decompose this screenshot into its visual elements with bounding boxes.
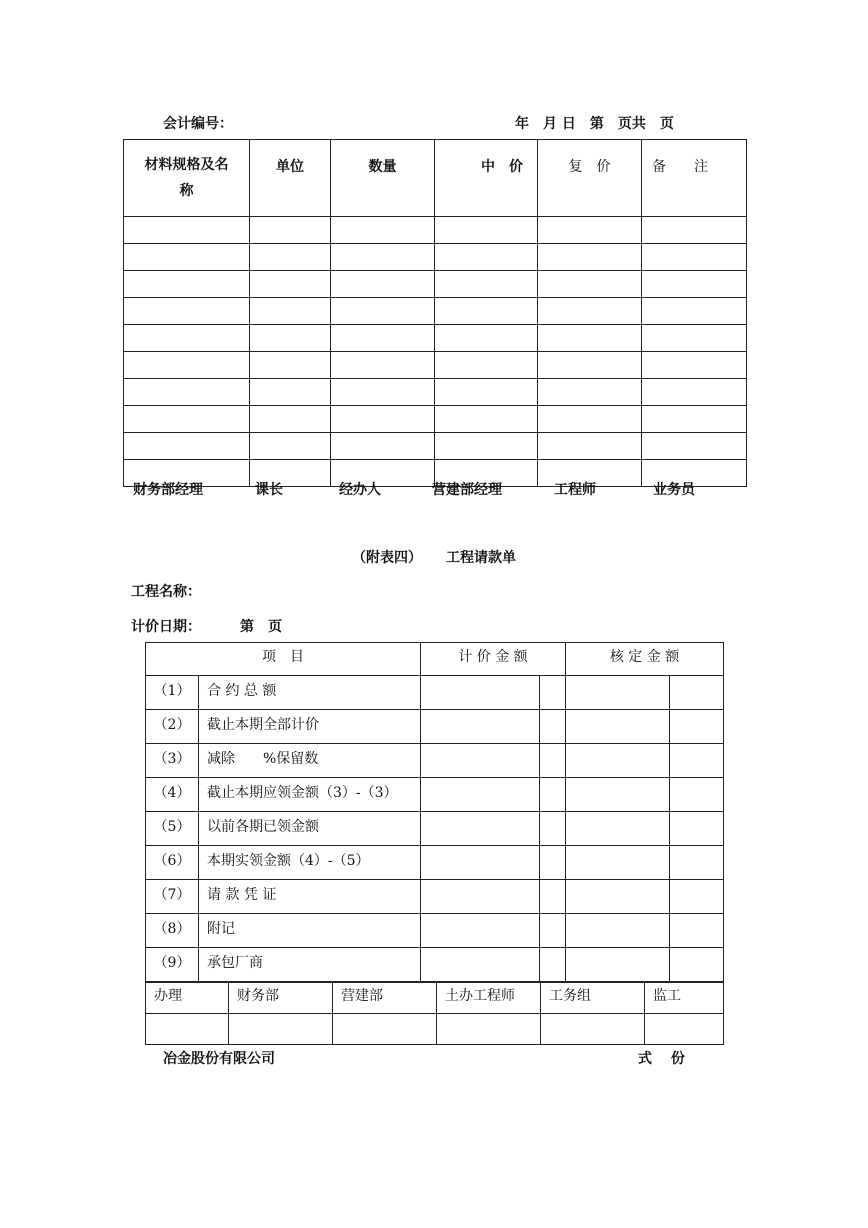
item-number: （3） [146,744,199,778]
header-works-group: 工务组 [541,983,645,1014]
table-row [146,1014,724,1045]
project-name-label: 工程名称： [131,584,201,600]
header-mid-price: 中 价 [435,140,538,217]
item-number: （1） [146,676,199,710]
header-civil-engineer: 土办工程师 [437,983,541,1014]
header-approved-amount: 核 定 金 额 [566,643,724,676]
signature-section-chief: 课长 [255,482,283,498]
header-recheck-price: 复 价 [538,140,642,217]
item-number: （4） [146,778,199,812]
copies-label: 式 份 [638,1051,685,1067]
table-row [124,325,747,352]
table-row [146,948,724,982]
table-row [124,379,747,406]
signature-construction-manager: 营建部经理 [432,482,502,498]
item-label: 减除 %保留数 [199,744,421,778]
approval-table-header [146,983,724,1014]
pricing-date-label: 计价日期： [131,619,201,635]
item-label: 以前各期已领金额 [199,812,421,846]
signature-handler: 经办人 [339,482,381,498]
table-row [124,217,747,244]
table-row [124,406,747,433]
table-row [146,710,724,744]
item-number: （7） [146,880,199,914]
item-label: 截止本期应领金额（3）-（3） [199,778,421,812]
table-row [146,880,724,914]
item-number: （5） [146,812,199,846]
table-row [146,744,724,778]
table-row [146,778,724,812]
table-row [124,298,747,325]
header-material-spec: 材料规格及名称 [124,140,250,217]
header-handle: 办理 [146,983,229,1014]
header-quantity: 数量 [331,140,435,217]
item-number: （6） [146,846,199,880]
table-row [124,352,747,379]
company-name: 冶金股份有限公司 [163,1051,275,1067]
item-label: 请 款 凭 证 [199,880,421,914]
item-label: 本期实领金额（4）-（5） [199,846,421,880]
item-label: 附记 [199,914,421,948]
header-construction-dept: 营建部 [333,983,437,1014]
header-supervisor: 监工 [645,983,724,1014]
table-row [146,812,724,846]
date-page-label: 年 月 日 第 页共 页 [515,116,674,132]
material-table-header [124,140,747,217]
form-title: 工程请款单 [446,550,516,566]
table-row [124,433,747,460]
signature-finance-manager: 财务部经理 [133,482,203,498]
table-row [124,271,747,298]
page-label: 第 页 [240,619,282,635]
item-number: （8） [146,914,199,948]
approval-table [145,982,724,1045]
signature-salesperson: 业务员 [653,482,695,498]
table-row [146,914,724,948]
payment-request-table [145,642,724,982]
item-number: （9） [146,948,199,982]
item-label: 承包厂商 [199,948,421,982]
payment-table-header [146,643,724,676]
header-finance-dept: 财务部 [229,983,333,1014]
accounting-number-label: 会计编号： [163,116,233,132]
signature-engineer: 工程师 [554,482,596,498]
item-label: 合 约 总 额 [199,676,421,710]
table-row [146,846,724,880]
table-row [124,244,747,271]
item-number: （2） [146,710,199,744]
appendix-caption: （附表四） [352,550,422,566]
item-label: 截止本期全部计价 [199,710,421,744]
header-item: 项 目 [146,643,421,676]
material-table [123,139,747,487]
header-unit: 单位 [250,140,331,217]
table-row [146,676,724,710]
header-remarks: 备 注 [642,140,747,217]
header-valuation-amount: 计 价 金 额 [421,643,566,676]
